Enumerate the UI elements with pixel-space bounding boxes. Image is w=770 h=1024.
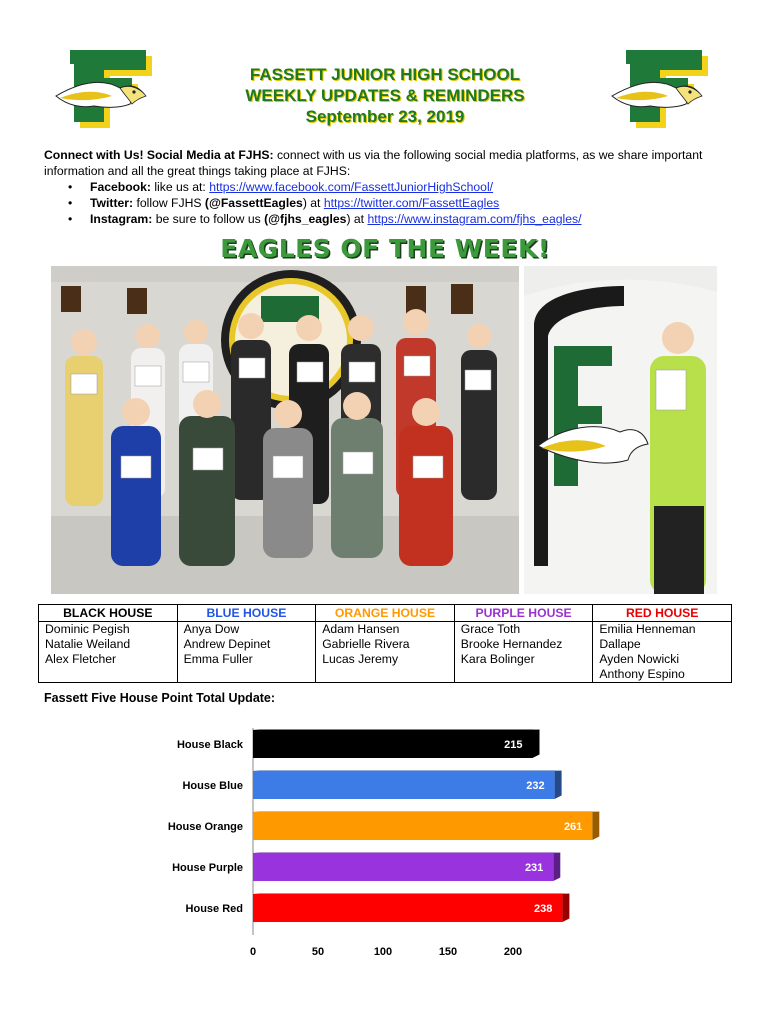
eagles-house-table [38, 604, 732, 683]
bar-side-face [533, 730, 540, 759]
student-name: Emilia Henneman [599, 622, 696, 636]
bar-top-face [253, 812, 599, 813]
school-logo-right [606, 48, 716, 136]
red-house-header: RED HOUSE [593, 605, 732, 622]
student-name: Dallape [599, 637, 641, 651]
instagram-text: be sure to follow us [152, 212, 265, 226]
instagram-label: Instagram: [90, 212, 153, 226]
house-points-heading: Fassett Five House Point Total Update: [44, 691, 276, 705]
twitter-link[interactable]: https://twitter.com/FassettEagles [323, 196, 500, 210]
table-row [39, 622, 732, 683]
category-label: House Black [176, 739, 243, 751]
red-house-names [593, 622, 732, 683]
student-name: Emma Fuller [183, 652, 253, 666]
bar-house-red [253, 894, 562, 922]
bar-side-face [592, 812, 599, 841]
eagle-student-photo [524, 266, 717, 594]
x-tick-label: 150 [438, 946, 458, 958]
value-label: 261 [563, 821, 583, 833]
student-name: Natalie Weiland [45, 637, 131, 651]
twitter-text-2: ) at [302, 196, 324, 210]
bullet: • [68, 196, 73, 210]
bar-side-face [562, 894, 569, 923]
student-name: Adam Hansen [322, 622, 400, 636]
twitter-text: follow FJHS [133, 196, 205, 210]
instagram-text-2: ) at [346, 212, 368, 226]
student-name: Andrew Depinet [183, 637, 271, 651]
category-label: House Orange [167, 821, 243, 833]
purple-house-names [454, 622, 593, 683]
student-name: Ayden Nowicki [599, 652, 680, 666]
bar-side-face [553, 853, 560, 882]
newsletter-title [180, 64, 590, 127]
x-tick-label: 200 [503, 946, 523, 958]
bar-house-orange [253, 812, 592, 840]
facebook-item [68, 179, 734, 195]
social-media-intro [44, 147, 734, 179]
bar-house-black [253, 730, 533, 758]
instagram-item [68, 211, 734, 227]
school-logo-left [50, 48, 160, 136]
student-name: Grace Toth [460, 622, 521, 636]
twitter-handle: (@FassettEagles [204, 196, 303, 210]
student-name: Lucas Jeremy [322, 652, 399, 666]
x-tick-label: 0 [249, 946, 257, 958]
twitter-item [68, 195, 734, 211]
eagles-of-the-week-heading: EAGLES OF THE WEEK! [220, 234, 550, 263]
newsletter-date: September 23, 2019 [305, 107, 465, 126]
category-label: House Red [185, 903, 243, 915]
facebook-link[interactable]: https://www.facebook.com/FassettJuniorHighSchool/ [209, 180, 494, 194]
social-media-list [44, 179, 734, 227]
twitter-label: Twitter: [90, 196, 134, 210]
instagram-link[interactable]: https://www.instagram.com/fjhs_eagles/ [367, 212, 582, 226]
bar-house-purple [253, 853, 553, 881]
x-tick-label: 50 [311, 946, 325, 958]
value-label: 231 [524, 862, 544, 874]
blue-house-names [177, 622, 316, 683]
newsletter-subtitle: WEEKLY UPDATES & REMINDERS [245, 86, 525, 105]
student-name: Anya Dow [183, 622, 240, 636]
house-points-chart [140, 718, 620, 966]
value-label: 232 [526, 780, 545, 792]
student-name: Alex Fletcher [45, 652, 117, 666]
school-name: FASSETT JUNIOR HIGH SCHOOL [249, 65, 521, 84]
student-name: Gabrielle Rivera [322, 637, 410, 651]
bullet: • [68, 180, 73, 194]
bullet: • [68, 212, 73, 226]
student-name: Anthony Espino [599, 667, 685, 681]
facebook-label: Facebook: [90, 180, 151, 194]
purple-house-header: PURPLE HOUSE [454, 605, 593, 622]
social-media-section [44, 147, 734, 227]
category-label: House Purple [172, 862, 243, 874]
eagles-group-photo [51, 266, 519, 594]
bar-top-face [253, 894, 569, 895]
instagram-handle: (@fjhs_eagles [264, 212, 347, 226]
table-header-row [39, 605, 732, 622]
orange-house-names [316, 622, 455, 683]
blue-house-header: BLUE HOUSE [177, 605, 316, 622]
bar-house-blue [253, 771, 555, 799]
value-label: 238 [534, 903, 553, 915]
social-media-lead: Connect with Us! Social Media at FJHS: [44, 148, 274, 162]
category-label: House Blue [182, 780, 243, 792]
bar-top-face [253, 771, 562, 772]
black-house-header: BLACK HOUSE [39, 605, 178, 622]
social-media-lead-text: connect with us via the following social media platforms, as we share important information and all the great things taking place at FJHS: [44, 148, 703, 178]
bar-side-face [555, 771, 562, 800]
student-name: Kara Bolinger [460, 652, 535, 666]
student-name: Dominic Pegish [45, 622, 130, 636]
value-label: 215 [504, 739, 523, 751]
x-tick-label: 100 [373, 946, 393, 958]
orange-house-header: ORANGE HOUSE [316, 605, 455, 622]
bar-top-face [253, 730, 540, 731]
student-name: Brooke Hernandez [460, 637, 563, 651]
bar-top-face [253, 853, 560, 854]
facebook-text: like us at: [150, 180, 210, 194]
black-house-names [39, 622, 178, 683]
